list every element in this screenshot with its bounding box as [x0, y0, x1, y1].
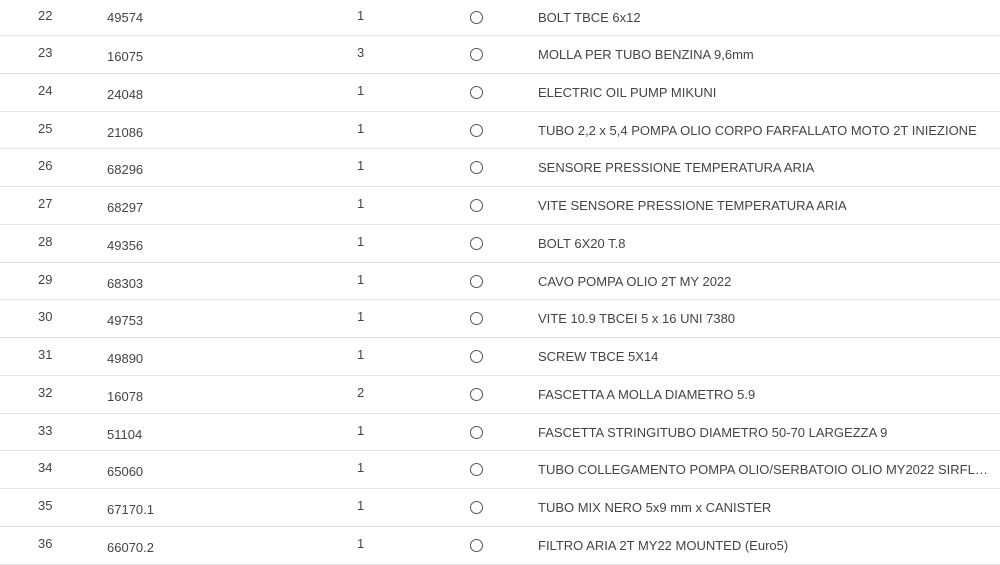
select-radio[interactable] — [470, 48, 483, 61]
select-radio[interactable] — [470, 539, 483, 552]
quantity: 1 — [357, 535, 365, 551]
select-cell[interactable] — [470, 463, 483, 476]
position-number: 23 — [38, 45, 53, 60]
position-number: 30 — [38, 309, 53, 325]
position-number: 34 — [38, 460, 53, 476]
quantity: 1 — [357, 120, 365, 136]
position-number: 33 — [38, 422, 53, 438]
quantity: 1 — [357, 158, 365, 174]
part-code: 21086 — [107, 124, 144, 140]
select-radio[interactable] — [470, 426, 483, 439]
select-cell[interactable] — [470, 11, 483, 24]
part-code: 68297 — [107, 200, 144, 215]
table-row — [0, 376, 1000, 414]
quantity: 3 — [357, 45, 365, 60]
part-code: 24048 — [107, 86, 144, 102]
quantity: 1 — [357, 271, 365, 287]
part-code: 49356 — [107, 237, 144, 253]
part-code: 67170.1 — [107, 502, 154, 517]
select-radio[interactable] — [470, 350, 483, 363]
select-cell[interactable] — [470, 501, 483, 514]
quantity: 1 — [357, 347, 365, 362]
select-cell[interactable] — [470, 275, 483, 288]
part-code: 49753 — [107, 313, 144, 329]
select-cell[interactable] — [470, 312, 483, 325]
select-radio[interactable] — [470, 11, 483, 24]
quantity: 1 — [357, 196, 365, 211]
part-description: TUBO COLLEGAMENTO POMPA OLIO/SERBATOIO OLIO MY2022 SIRFL… — [538, 462, 988, 478]
table-row — [0, 0, 1000, 36]
position-number: 29 — [38, 271, 53, 287]
quantity: 2 — [357, 384, 365, 400]
select-cell[interactable] — [470, 161, 483, 174]
select-cell[interactable] — [470, 124, 483, 137]
select-cell[interactable] — [470, 539, 483, 552]
select-cell[interactable] — [470, 86, 483, 99]
part-description: SCREW TBCE 5X14 — [538, 349, 659, 364]
part-description: FILTRO ARIA 2T MY22 MOUNTED (Euro5) — [538, 537, 789, 553]
select-cell[interactable] — [470, 388, 483, 401]
table-row — [0, 527, 1000, 565]
table-row — [0, 338, 1000, 376]
select-radio[interactable] — [470, 388, 483, 401]
part-description: CAVO POMPA OLIO 2T MY 2022 — [538, 273, 732, 289]
select-cell[interactable] — [470, 426, 483, 439]
part-code: 16075 — [107, 49, 144, 64]
select-radio[interactable] — [470, 463, 483, 476]
position-number: 36 — [38, 535, 53, 551]
part-code: 68296 — [107, 162, 144, 178]
select-radio[interactable] — [470, 86, 483, 99]
position-number: 22 — [38, 8, 53, 23]
position-number: 24 — [38, 82, 53, 98]
table-row — [0, 225, 1000, 263]
part-description: FASCETTA A MOLLA DIAMETRO 5.9 — [538, 386, 756, 402]
table-row — [0, 263, 1000, 301]
part-code: 68303 — [107, 275, 144, 291]
part-description: VITE 10.9 TBCEI 5 x 16 UNI 7380 — [538, 311, 736, 327]
part-description: SENSORE PRESSIONE TEMPERATURA ARIA — [538, 160, 815, 176]
part-description: FASCETTA STRINGITUBO DIAMETRO 50-70 LARGEZZA 9 — [538, 424, 888, 440]
select-radio[interactable] — [470, 237, 483, 250]
table-row — [0, 300, 1000, 338]
part-description: BOLT 6X20 T.8 — [538, 235, 626, 251]
part-code: 49890 — [107, 351, 144, 366]
part-code: 65060 — [107, 464, 144, 480]
part-description: MOLLA PER TUBO BENZINA 9,6mm — [538, 47, 754, 62]
select-cell[interactable] — [470, 350, 483, 363]
part-code: 51104 — [107, 426, 143, 442]
part-description: ELECTRIC OIL PUMP MIKUNI — [538, 84, 717, 100]
position-number: 28 — [38, 233, 53, 249]
quantity: 1 — [357, 233, 365, 249]
position-number: 26 — [38, 158, 53, 174]
quantity: 1 — [357, 460, 365, 476]
table-row — [0, 36, 1000, 74]
position-number: 35 — [38, 498, 53, 513]
position-number: 27 — [38, 196, 53, 211]
part-description: TUBO 2,2 x 5,4 POMPA OLIO CORPO FARFALLATO MOTO 2T INIEZIONE — [538, 122, 977, 138]
quantity: 1 — [357, 82, 365, 98]
part-code: 49574 — [107, 10, 144, 25]
table-row — [0, 112, 1000, 150]
position-number: 32 — [38, 384, 53, 400]
quantity: 1 — [357, 8, 365, 23]
table-row — [0, 489, 1000, 527]
table-row — [0, 74, 1000, 112]
select-cell[interactable] — [470, 237, 483, 250]
select-radio[interactable] — [470, 124, 483, 137]
table-row — [0, 187, 1000, 225]
part-description: VITE SENSORE PRESSIONE TEMPERATURA ARIA — [538, 198, 847, 213]
select-cell[interactable] — [470, 48, 483, 61]
table-row — [0, 149, 1000, 187]
select-radio[interactable] — [470, 312, 483, 325]
table-row — [0, 451, 1000, 489]
quantity: 1 — [357, 498, 365, 513]
select-cell[interactable] — [470, 199, 483, 212]
part-description: TUBO MIX NERO 5x9 mm x CANISTER — [538, 500, 772, 515]
position-number: 25 — [38, 120, 53, 136]
part-code: 66070.2 — [107, 539, 154, 555]
select-radio[interactable] — [470, 199, 483, 212]
select-radio[interactable] — [470, 161, 483, 174]
quantity: 1 — [357, 309, 365, 325]
part-description: BOLT TBCE 6x12 — [538, 10, 641, 25]
select-radio[interactable] — [470, 501, 483, 514]
table-row — [0, 414, 1000, 452]
select-radio[interactable] — [470, 275, 483, 288]
part-code: 16078 — [107, 388, 144, 404]
quantity: 1 — [357, 422, 365, 438]
position-number: 31 — [38, 347, 53, 362]
